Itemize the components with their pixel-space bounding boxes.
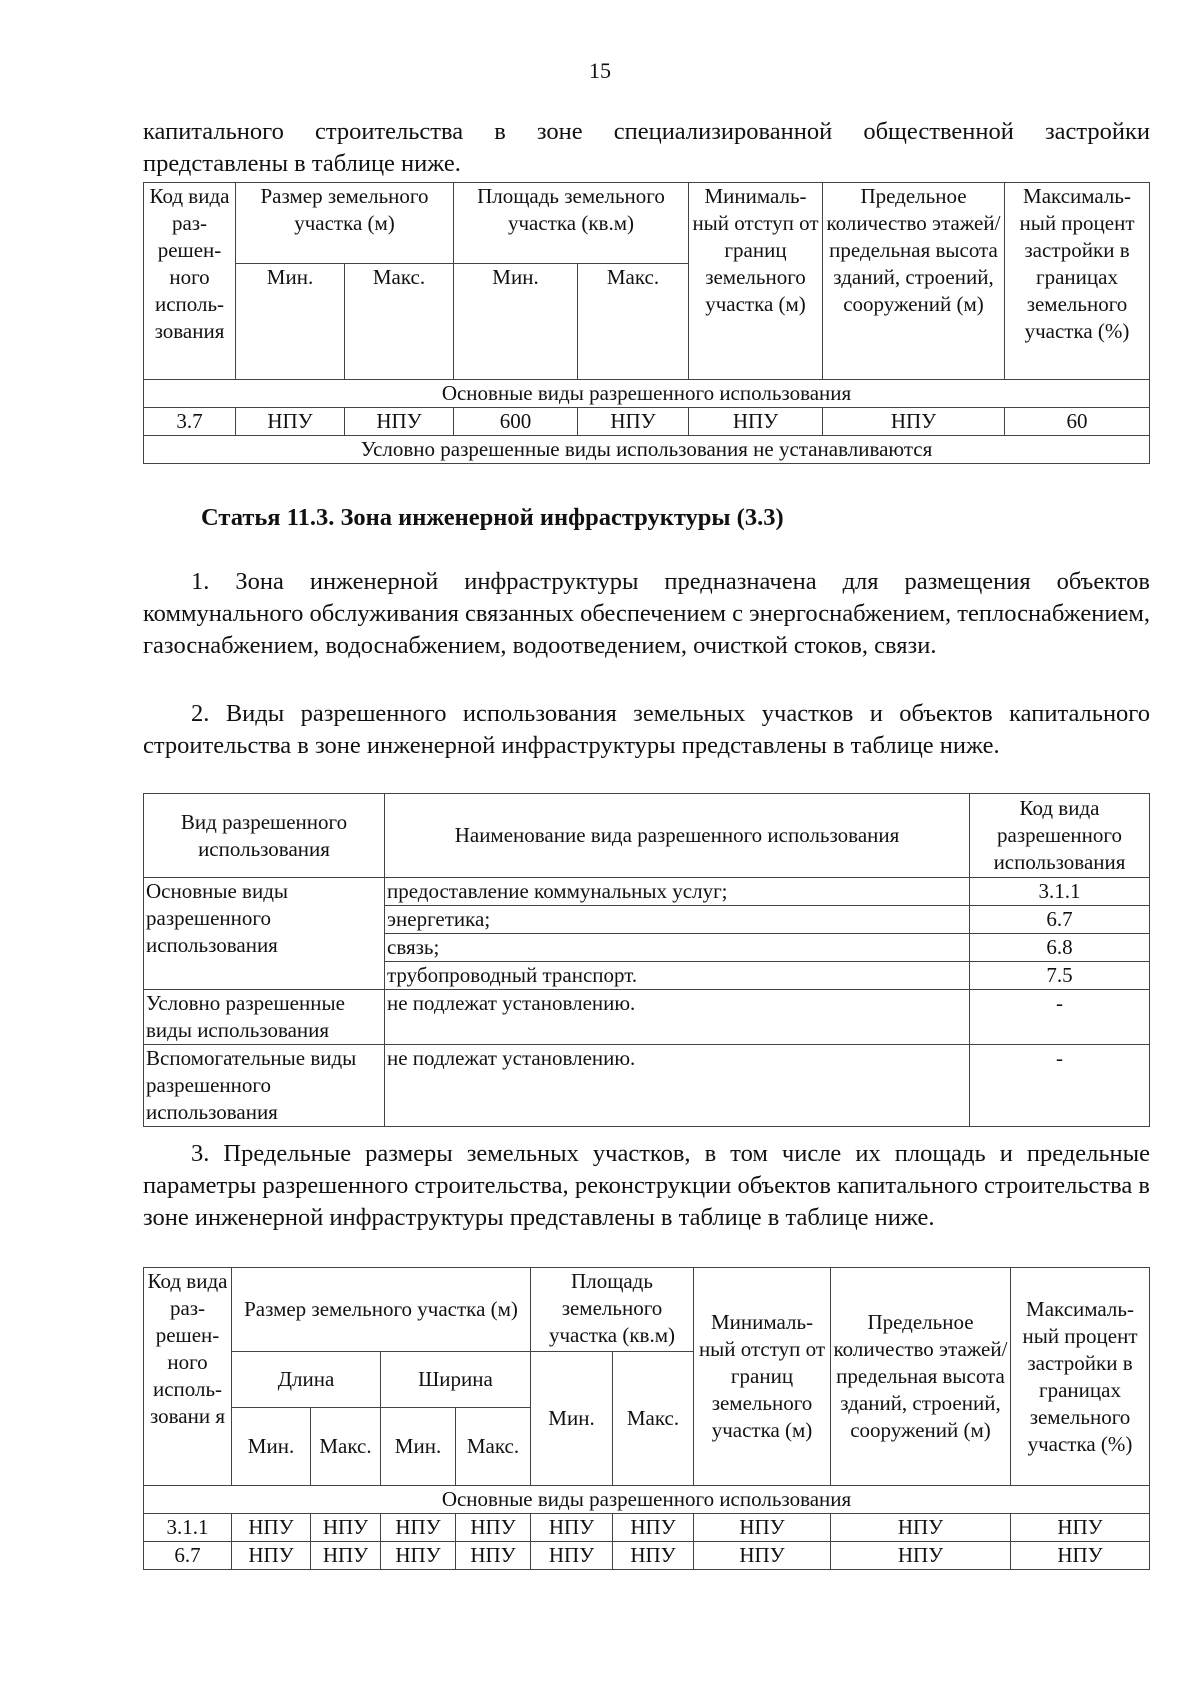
header-max: Макс. (613, 1352, 694, 1486)
paragraph-2: 2. Виды разрешенного использования земельных участков и объектов капитального строительства в зоне инженерной инфраструктуры представлены в таблице ниже. (143, 700, 1150, 759)
header-min-setback: Минималь-ный отступ от границ земельного участка (м) (694, 1268, 831, 1486)
table-permitted-uses (143, 793, 1150, 1127)
cell: НПУ (232, 1542, 311, 1570)
header-length: Длина (232, 1352, 381, 1408)
header-min: Мин. (454, 264, 578, 380)
cell: НПУ (456, 1542, 531, 1570)
header-kind: Вид разрешенного использования (144, 794, 385, 878)
cell: 600 (454, 408, 578, 436)
header-min: Мин. (236, 264, 345, 380)
article-title: Статья 11.3. Зона инженерной инфраструктуры (3.3) (201, 504, 784, 531)
cell: НПУ (232, 1514, 311, 1542)
section-conditional: Условно разрешенные виды использования не устанавливаются (144, 436, 1150, 464)
cell: НПУ (689, 408, 823, 436)
auxiliary-uses-name: не подлежат установлению. (385, 1045, 970, 1127)
cell: НПУ (823, 408, 1005, 436)
table-zone-params-2 (143, 1267, 1150, 1570)
section-main: Основные виды разрешенного использования (144, 380, 1150, 408)
cell: НПУ (613, 1542, 694, 1570)
cell: НПУ (831, 1542, 1011, 1570)
use-code: 6.7 (970, 906, 1150, 934)
cell: НПУ (456, 1514, 531, 1542)
cell: НПУ (694, 1514, 831, 1542)
header-code: Код вида раз-решен-ного исполь-зования (144, 183, 236, 380)
cell: НПУ (531, 1542, 613, 1570)
header-min: Мин. (381, 1408, 456, 1486)
page-number: 15 (589, 58, 611, 83)
cell: НПУ (613, 1514, 694, 1542)
header-max-floors: Предельное количество этажей/ предельная высота зданий, строений, сооружений (м) (831, 1268, 1011, 1486)
header-plot-area: Площадь земельного участка (кв.м) (531, 1268, 694, 1352)
header-plot-area: Площадь земельного участка (кв.м) (454, 183, 689, 264)
cell: НПУ (311, 1514, 381, 1542)
header-max-coverage: Максималь-ный процент застройки в границах земельного участка (%) (1005, 183, 1150, 380)
cell: НПУ (236, 408, 345, 436)
header-max-coverage: Максималь-ный процент застройки в границах земельного участка (%) (1011, 1268, 1150, 1486)
intro-text: капитального строительства в зоне специализированной общественной застройки представлены в таблице ниже. (143, 118, 1150, 177)
header-min: Мин. (232, 1408, 311, 1486)
conditional-uses-label: Условно разрешенные виды использования (144, 990, 385, 1045)
header-plot-size: Размер земельного участка (м) (232, 1268, 531, 1352)
auxiliary-uses-label: Вспомогательные виды разрешенного использования (144, 1045, 385, 1127)
cell: 3.7 (144, 408, 236, 436)
cell: 60 (1005, 408, 1150, 436)
cell: 6.7 (144, 1542, 232, 1570)
header-code: Код вида раз-решен-ного исполь-зовани я (144, 1268, 232, 1486)
auxiliary-uses-code: - (970, 1045, 1150, 1127)
header-min-setback: Минималь-ный отступ от границ земельного участка (м) (689, 183, 823, 380)
header-max: Макс. (345, 264, 454, 380)
cell: НПУ (1011, 1514, 1150, 1542)
conditional-uses-code: - (970, 990, 1150, 1045)
use-name: предоставление коммунальных услуг; (385, 878, 970, 906)
header-max: Макс. (456, 1408, 531, 1486)
cell: НПУ (381, 1542, 456, 1570)
main-uses-label: Основные виды разрешенного использования (144, 878, 385, 990)
cell: НПУ (831, 1514, 1011, 1542)
use-code: 3.1.1 (970, 878, 1150, 906)
header-code: Код вида разрешенного использования (970, 794, 1150, 878)
header-max-floors: Предельное количество этажей/ предельная высота зданий, строений, сооружений (м) (823, 183, 1005, 380)
use-code: 7.5 (970, 962, 1150, 990)
header-max: Макс. (311, 1408, 381, 1486)
header-plot-size: Размер земельного участка (м) (236, 183, 454, 264)
header-width: Ширина (381, 1352, 531, 1408)
conditional-uses-name: не подлежат установлению. (385, 990, 970, 1045)
section-main: Основные виды разрешенного использования (144, 1486, 1150, 1514)
table-zone-params-1 (143, 182, 1150, 464)
table-row (144, 1542, 1150, 1570)
cell: НПУ (531, 1514, 613, 1542)
cell: НПУ (1011, 1542, 1150, 1570)
header-max: Макс. (578, 264, 689, 380)
cell: 3.1.1 (144, 1514, 232, 1542)
cell: НПУ (345, 408, 454, 436)
header-name: Наименование вида разрешенного использования (385, 794, 970, 878)
use-name: трубопроводный транспорт. (385, 962, 970, 990)
use-name: связь; (385, 934, 970, 962)
table-row (144, 1514, 1150, 1542)
paragraph-1: 1. Зона инженерной инфраструктуры предназначена для размещения объектов коммунального обслуживания связанных обеспечением с энергоснабжением, теплоснабжением, газоснабжением, водоснабжением, водоотведением, очисткой стоков, связи. (143, 568, 1150, 659)
cell: НПУ (311, 1542, 381, 1570)
cell: НПУ (381, 1514, 456, 1542)
use-name: энергетика; (385, 906, 970, 934)
cell: НПУ (694, 1542, 831, 1570)
cell: НПУ (578, 408, 689, 436)
header-min: Мин. (531, 1352, 613, 1486)
table-row (144, 408, 1150, 436)
use-code: 6.8 (970, 934, 1150, 962)
paragraph-3: 3. Предельные размеры земельных участков, в том числе их площадь и предельные параметры разрешенного строительства, реконструкции объектов капитального строительства в зоне инженерной инфраструктуры представлены в таблице в таблице ниже. (143, 1140, 1150, 1231)
